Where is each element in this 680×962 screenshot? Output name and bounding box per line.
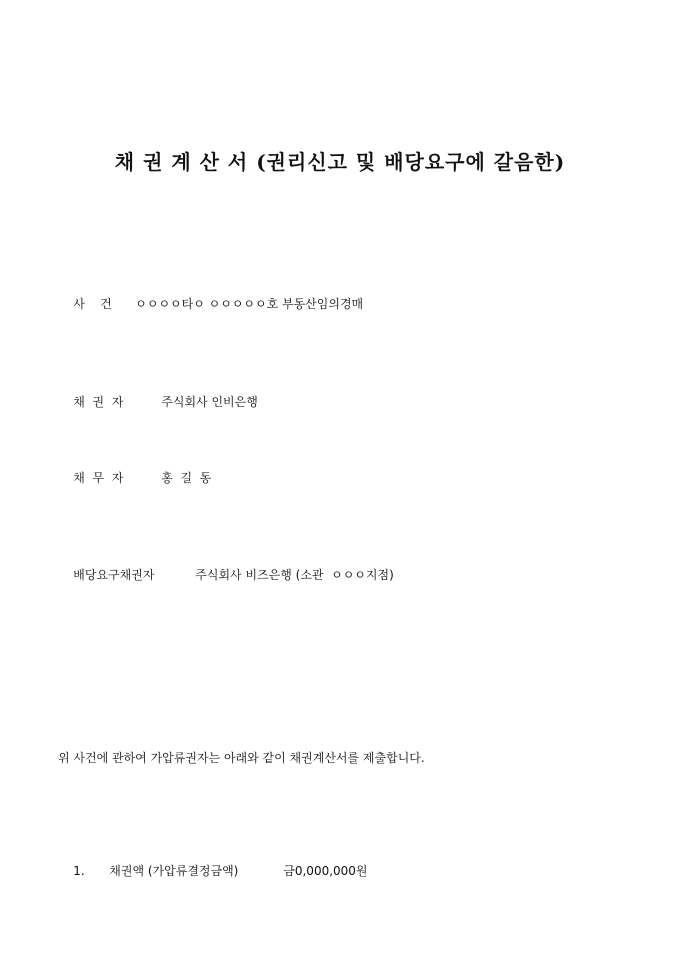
case-label: 사 건 [73,297,112,311]
dividend-claimant-row [58,552,394,597]
creditor-label: 채 권 자 [73,395,124,409]
item-amount: 금0,000,000원 [283,864,368,878]
document-title: 채 권 계 산 서 (권리신고 및 배당요구에 갈음한) [114,150,566,174]
case-row [58,281,363,326]
item-label: 채권액 (가압류결정금액) [109,864,239,878]
submission-statement: 위 사건에 관하여 가압류권자는 아래와 같이 채권계산서를 제출합니다. [58,751,425,765]
creditor-value: 주식회사 인비은행 [161,395,258,409]
debtor-row [58,455,211,500]
case-value: ㅇㅇㅇㅇ타ㅇ ㅇㅇㅇㅇㅇ호 부동산임의경매 [135,297,364,311]
debtor-value: 홍 길 동 [161,471,212,485]
dividend-claimant-value: 주식회사 비즈은행 (소관 ㅇㅇㅇ지점) [195,568,394,582]
dividend-claimant-label: 배당요구채권자 [73,568,155,582]
item-number: 1. [73,864,85,878]
creditor-row [58,379,258,424]
list-item [58,848,368,893]
debtor-label: 채 무 자 [73,471,124,485]
